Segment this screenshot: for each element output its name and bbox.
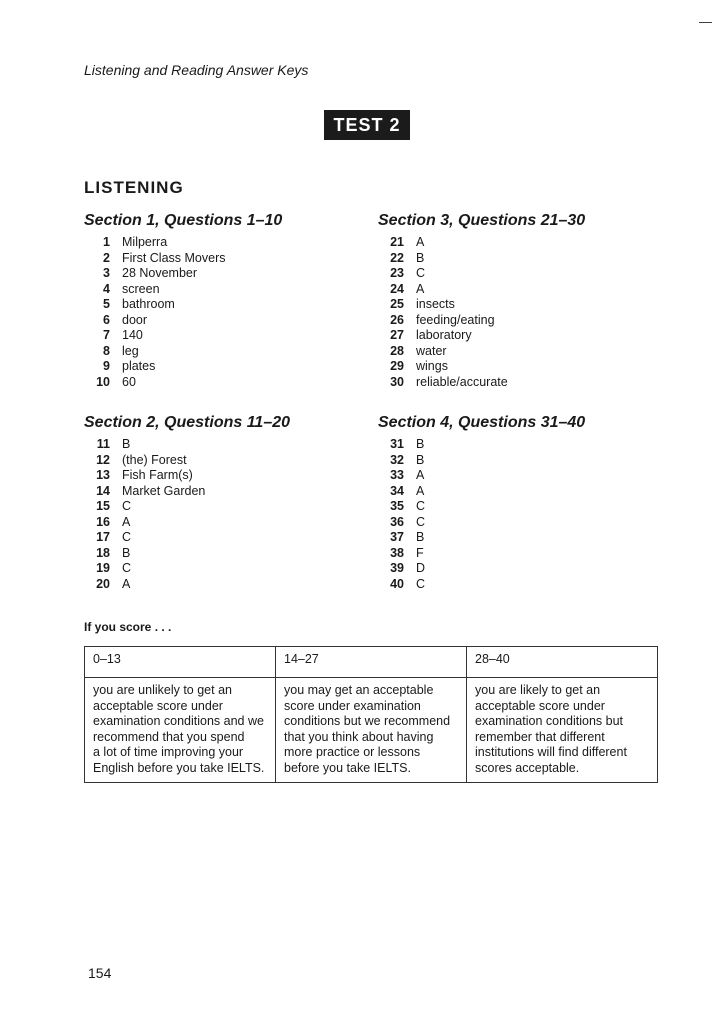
- answer-text: First Class Movers: [122, 250, 226, 265]
- section-2-answers: [84, 414, 290, 592]
- advice-line: before you take IELTS.: [284, 760, 411, 775]
- answer-text: B: [122, 437, 131, 451]
- answer-row: [378, 499, 585, 515]
- answer-row: [84, 375, 282, 391]
- question-number: 32: [390, 452, 404, 467]
- advice-line: institutions will find different: [475, 745, 627, 760]
- advice-line: a lot of time improving your: [93, 745, 244, 760]
- question-number: 27: [390, 328, 404, 342]
- answer-text: plates: [122, 359, 156, 373]
- question-number: 36: [390, 514, 404, 529]
- advice-line: conditions but we recommend: [284, 714, 451, 729]
- answer-text: wings: [416, 359, 448, 373]
- advice-line: score under examination: [284, 698, 421, 713]
- answer-list: [378, 235, 585, 390]
- advice-line: you are unlikely to get an: [93, 683, 232, 697]
- answer-row: [84, 266, 282, 282]
- answer-text: bathroom: [122, 297, 175, 311]
- question-number: 14: [96, 483, 110, 498]
- answer-row: [84, 484, 290, 500]
- answer-text: screen: [122, 281, 160, 296]
- section-title: Section 1, Questions 1–10: [84, 212, 283, 229]
- question-number: 17: [96, 530, 110, 544]
- corner-mark: —: [699, 14, 712, 29]
- score-table: [84, 646, 658, 783]
- answer-text: 28 November: [122, 266, 198, 280]
- answer-text: water: [416, 343, 447, 358]
- advice-line: acceptable score under: [475, 698, 605, 713]
- answer-row: [378, 437, 585, 453]
- answer-row: [84, 453, 290, 469]
- answer-text: 60: [122, 374, 136, 389]
- question-number: 21: [390, 235, 404, 249]
- answer-row: [84, 313, 282, 329]
- answer-text: A: [416, 281, 425, 296]
- answer-text: C: [122, 530, 132, 544]
- answer-row: [84, 437, 290, 453]
- advice-line: you are likely to get an: [475, 683, 601, 697]
- question-number: 13: [96, 468, 110, 482]
- answer-row: [84, 561, 290, 577]
- answer-text: Market Garden: [122, 483, 206, 498]
- score-advice-row: [85, 678, 658, 783]
- question-number: 33: [390, 468, 404, 482]
- test-badge: TEST 2: [324, 110, 410, 140]
- question-number: 2: [103, 250, 110, 265]
- question-number: 16: [96, 514, 110, 529]
- answer-text: A: [122, 576, 131, 591]
- score-range-low: 0–13: [85, 647, 276, 678]
- question-number: 3: [103, 266, 110, 280]
- advice-line: scores acceptable.: [475, 760, 580, 775]
- answer-text: B: [416, 250, 425, 265]
- score-advice-high: [467, 678, 658, 783]
- answer-text: B: [416, 530, 425, 544]
- question-number: 8: [103, 343, 110, 358]
- answer-row: [84, 499, 290, 515]
- question-number: 18: [96, 545, 110, 560]
- answer-text: C: [122, 561, 132, 575]
- answer-row: [378, 313, 585, 329]
- question-number: 10: [96, 374, 110, 389]
- answer-text: F: [416, 545, 424, 560]
- answer-row: [84, 297, 282, 313]
- answer-row: [378, 235, 585, 251]
- question-number: 9: [103, 359, 110, 373]
- question-number: 38: [390, 545, 404, 560]
- answer-row: [378, 282, 585, 298]
- question-number: 22: [390, 250, 404, 265]
- answer-text: B: [122, 545, 131, 560]
- answer-row: [84, 251, 282, 267]
- answer-text: A: [416, 483, 425, 498]
- question-number: 15: [96, 499, 110, 513]
- advice-line: recommend that you spend: [93, 729, 245, 744]
- answer-text: C: [416, 266, 426, 280]
- question-number: 7: [103, 328, 110, 342]
- answer-row: [378, 515, 585, 531]
- answer-row: [378, 297, 585, 313]
- question-number: 6: [103, 312, 110, 327]
- answer-row: [84, 328, 282, 344]
- score-range-high: 28–40: [467, 647, 658, 678]
- answer-row: [84, 344, 282, 360]
- question-number: 37: [390, 530, 404, 544]
- question-number: 1: [103, 235, 110, 249]
- answer-row: [378, 344, 585, 360]
- answer-row: [378, 530, 585, 546]
- answer-text: B: [416, 452, 425, 467]
- advice-line: more practice or lessons: [284, 745, 421, 760]
- answer-text: D: [416, 561, 426, 575]
- question-number: 30: [390, 374, 404, 389]
- score-label: If you score . . .: [84, 620, 172, 634]
- answer-row: [378, 468, 585, 484]
- answer-text: A: [122, 514, 131, 529]
- answer-text: C: [122, 499, 132, 513]
- question-number: 40: [390, 576, 404, 591]
- answer-row: [378, 328, 585, 344]
- section-4-answers: [378, 414, 585, 592]
- answer-row: [378, 266, 585, 282]
- answer-list: [378, 437, 585, 592]
- section-title: Section 3, Questions 21–30: [378, 212, 586, 229]
- answer-row: [378, 561, 585, 577]
- page-number: 154: [88, 965, 112, 981]
- answer-row: [84, 577, 290, 593]
- answer-text: 140: [122, 328, 143, 342]
- answer-row: [378, 484, 585, 500]
- answer-row: [378, 359, 585, 375]
- answer-row: [378, 546, 585, 562]
- answer-row: [84, 235, 282, 251]
- question-number: 19: [96, 561, 110, 575]
- answer-text: Fish Farm(s): [122, 468, 193, 482]
- answer-text: C: [416, 499, 426, 513]
- advice-line: remember that different: [475, 729, 605, 744]
- answer-row: [84, 468, 290, 484]
- question-number: 5: [103, 297, 110, 311]
- question-number: 20: [96, 576, 110, 591]
- answer-row: [378, 577, 585, 593]
- question-number: 28: [390, 343, 404, 358]
- advice-line: English before you take IELTS.: [93, 760, 265, 775]
- answer-text: (the) Forest: [122, 452, 187, 467]
- score-range-row: [85, 647, 658, 678]
- answer-list: [84, 235, 282, 390]
- question-number: 31: [390, 437, 404, 451]
- question-number: 12: [96, 452, 110, 467]
- section-1-answers: [84, 212, 282, 390]
- answer-row: [84, 530, 290, 546]
- answer-text: Milperra: [122, 235, 168, 249]
- answer-text: B: [416, 437, 425, 451]
- question-number: 4: [103, 281, 110, 296]
- question-number: 11: [96, 437, 110, 451]
- question-number: 26: [390, 312, 404, 327]
- score-range-mid: 14–27: [276, 647, 467, 678]
- score-advice-mid: [276, 678, 467, 783]
- section-title: Section 2, Questions 11–20: [84, 414, 291, 431]
- answer-row: [378, 251, 585, 267]
- section-3-answers: [378, 212, 585, 390]
- answer-list: [84, 437, 290, 592]
- answer-text: door: [122, 312, 148, 327]
- question-number: 34: [390, 483, 404, 498]
- answer-text: C: [416, 576, 426, 591]
- advice-line: that you think about having: [284, 729, 434, 744]
- answer-text: C: [416, 514, 426, 529]
- listening-heading: LISTENING: [84, 178, 184, 197]
- advice-line: acceptable score under: [93, 698, 223, 713]
- answer-row: [84, 282, 282, 298]
- answer-text: feeding/eating: [416, 312, 495, 327]
- answer-text: laboratory: [416, 328, 472, 342]
- answer-row: [378, 453, 585, 469]
- question-number: 23: [390, 266, 404, 280]
- question-number: 35: [390, 499, 404, 513]
- answer-text: A: [416, 468, 425, 482]
- advice-line: examination conditions but: [475, 714, 624, 729]
- question-number: 39: [390, 561, 404, 575]
- answer-text: A: [416, 235, 425, 249]
- score-advice-low: [85, 678, 276, 783]
- section-title: Section 4, Questions 31–40: [378, 414, 586, 431]
- answer-row: [378, 375, 585, 391]
- advice-line: examination conditions and we: [93, 714, 264, 729]
- answer-row: [84, 546, 290, 562]
- question-number: 25: [390, 297, 404, 311]
- question-number: 29: [390, 359, 404, 373]
- running-head: Listening and Reading Answer Keys: [84, 62, 309, 78]
- question-number: 24: [390, 281, 404, 296]
- answer-text: reliable/accurate: [416, 374, 508, 389]
- answer-text: insects: [416, 297, 455, 311]
- answer-row: [84, 359, 282, 375]
- answer-row: [84, 515, 290, 531]
- advice-line: you may get an acceptable: [284, 683, 434, 697]
- answer-text: leg: [122, 343, 139, 358]
